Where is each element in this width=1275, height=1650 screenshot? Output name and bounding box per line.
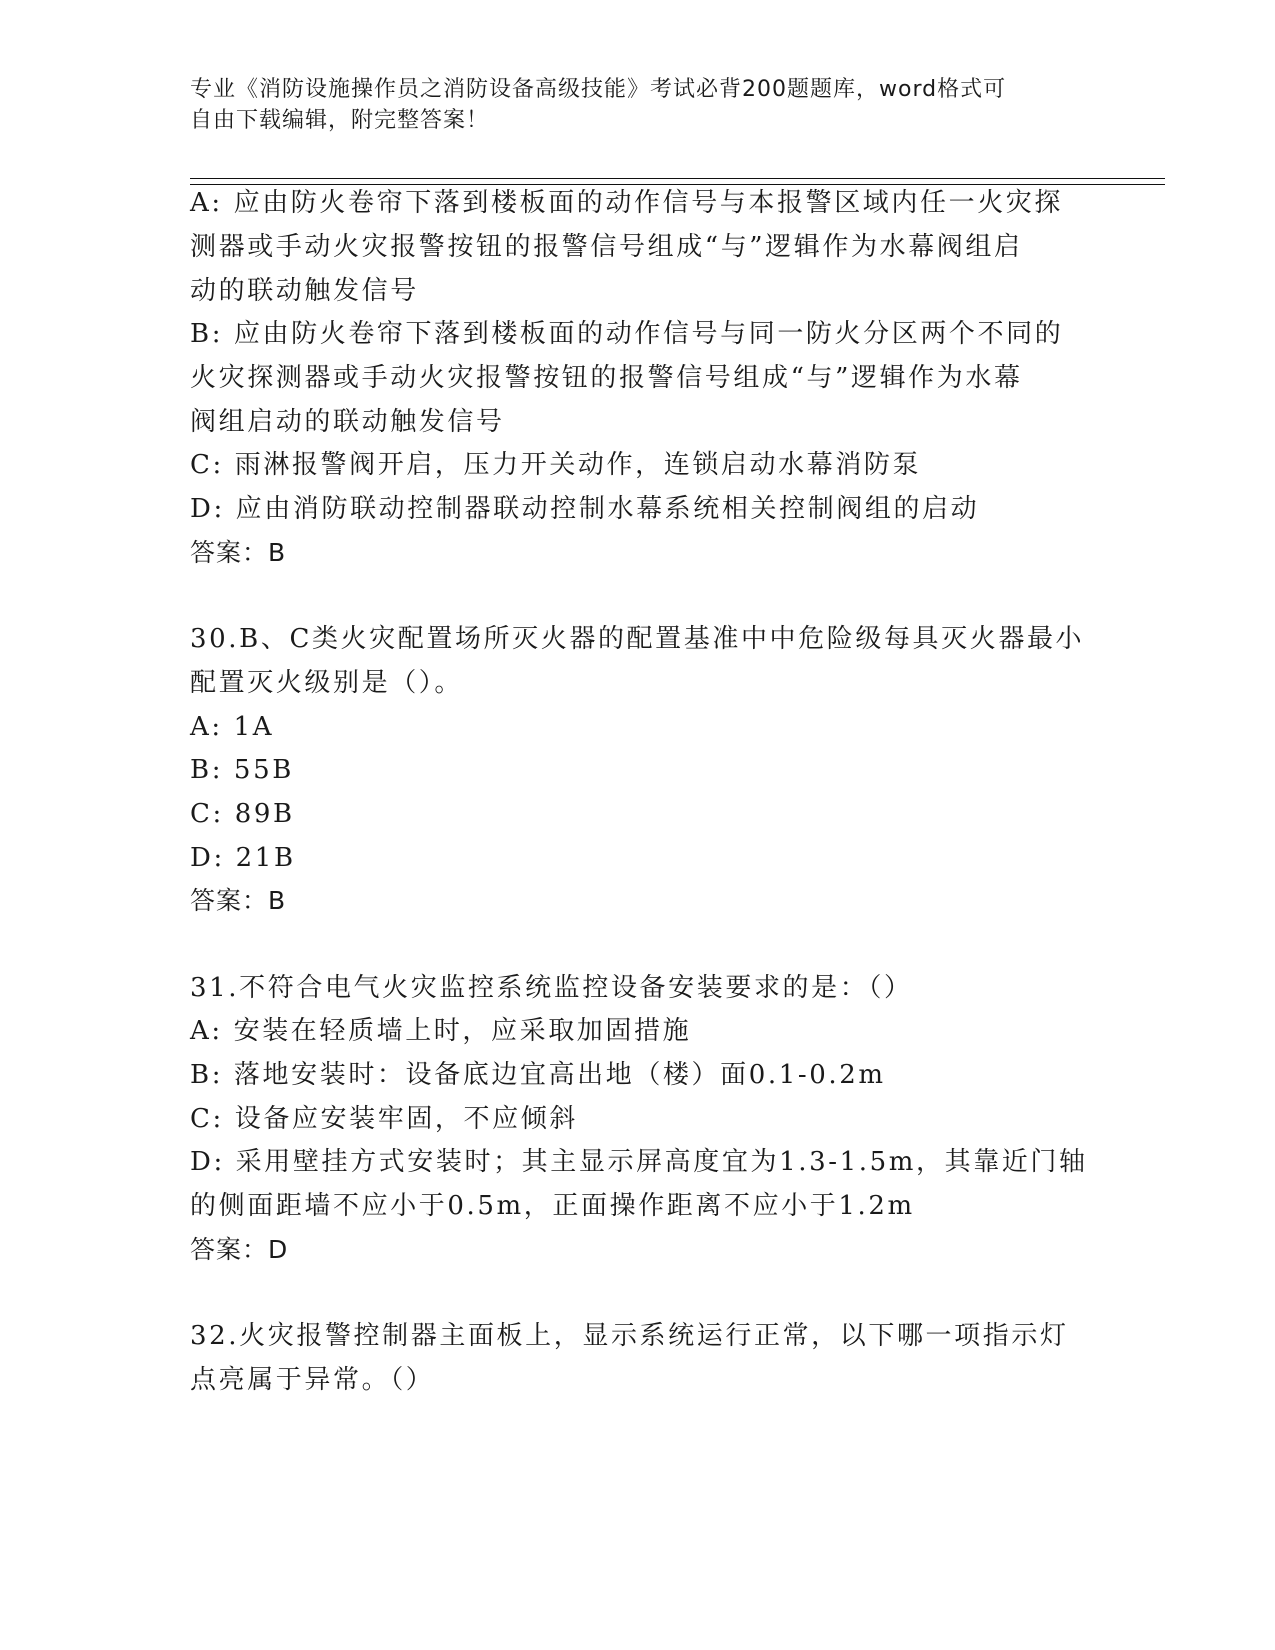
- question-31-option-c: C: 设备应安装牢固，不应倾斜: [190, 1104, 578, 1134]
- option-d: D: 应由消防联动控制器联动控制水幕系统相关控制阀组的启动: [190, 494, 980, 524]
- document-header: [190, 74, 1090, 136]
- answer-label: 答案：B: [190, 538, 287, 567]
- header-line-1: 专业《消防设施操作员之消防设备高级技能》考试必背200题题库，word格式可: [190, 77, 1007, 102]
- question-30-option-b: B: 55B: [190, 755, 294, 785]
- option-a-line-1: A: 应由防火卷帘下落到楼板面的动作信号与本报警区域内任一火灾探: [190, 188, 1064, 218]
- option-b-line-2: 火灾探测器或手动火灾报警按钮的报警信号组成“与”逻辑作为水幕: [190, 363, 1023, 393]
- question-31-option-a: A: 安装在轻质墙上时，应采取加固措施: [190, 1016, 692, 1046]
- option-b-line-1: B: 应由防火卷帘下落到楼板面的动作信号与同一防火分区两个不同的: [190, 319, 1064, 349]
- question-30-stem-line-2: 配置灭火级别是（）。: [190, 668, 464, 698]
- question-30-option-a: A: 1A: [190, 712, 275, 742]
- question-30-stem-line-1: 30.B、C类火灾配置场所灭火器的配置基准中中危险级每具灭火器最小: [190, 624, 1085, 654]
- question-31-stem: 31.不符合电气火灾监控系统监控设备安装要求的是：（）: [190, 973, 913, 1003]
- header-line-2: 自由下载编辑，附完整答案！: [190, 108, 490, 133]
- header-rule-bottom: [190, 184, 1165, 185]
- option-a-line-3: 动的联动触发信号: [190, 276, 419, 306]
- question-32-stem-line-2: 点亮属于异常。（）: [190, 1365, 435, 1395]
- option-b-line-3: 阀组启动的联动触发信号: [190, 407, 505, 437]
- question-32-stem-line-1: 32.火灾报警控制器主面板上，显示系统运行正常，以下哪一项指示灯: [190, 1321, 1069, 1351]
- option-a-line-2: 测器或手动火灾报警按钮的报警信号组成“与”逻辑作为水幕阀组启: [190, 232, 1023, 262]
- option-c: C: 雨淋报警阀开启，压力开关动作，连锁启动水幕消防泵: [190, 450, 922, 480]
- question-31-answer: 答案：D: [190, 1235, 289, 1264]
- question-30-answer: 答案：B: [190, 886, 287, 915]
- question-31-option-b: B: 落地安装时：设备底边宜高出地（楼）面0.1-0.2m: [190, 1060, 886, 1090]
- header-rule-top: [190, 178, 1165, 179]
- question-30-option-d: D: 21B: [190, 843, 296, 873]
- question-30-option-c: C: 89B: [190, 799, 295, 829]
- question-31-option-d-line-1: D: 采用壁挂方式安装时；其主显示屏高度宜为1.3-1.5m，其靠近门轴: [190, 1147, 1088, 1177]
- question-31-option-d-line-2: 的侧面距墙不应小于0.5m，正面操作距离不应小于1.2m: [190, 1191, 915, 1221]
